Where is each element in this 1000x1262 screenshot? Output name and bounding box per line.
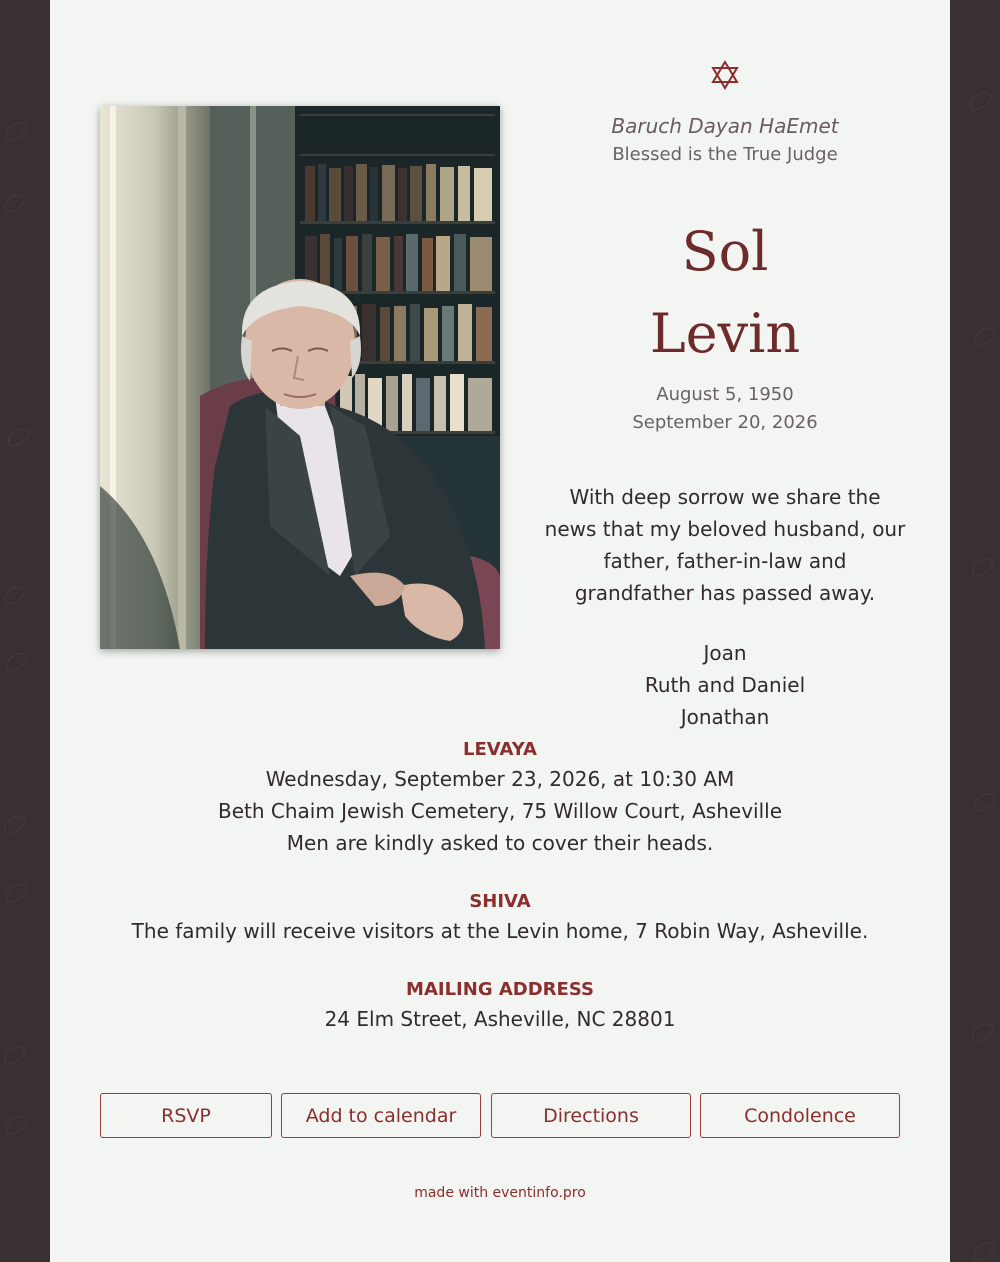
leaf-icon <box>968 554 996 579</box>
levaya-line: Beth Chaim Jewish Cemetery, 75 Willow Court, Asheville <box>217 799 783 823</box>
leaf-icon <box>0 1042 28 1067</box>
leaf-icon <box>2 880 30 905</box>
mailing-title: MAILING ADDRESS <box>406 979 594 1000</box>
leaf-icon <box>970 789 998 814</box>
levaya-title: LEVAYA <box>463 739 537 760</box>
shiva-title: SHIVA <box>469 891 531 912</box>
leaf-icon <box>2 649 30 674</box>
family-names <box>540 637 910 733</box>
leaf-icon <box>0 582 28 607</box>
leaf-icon <box>968 1019 996 1044</box>
leaf-icon <box>4 424 32 449</box>
leaf-icon <box>2 118 30 143</box>
add-to-calendar-button[interactable]: Add to calendar <box>281 1093 481 1138</box>
blessing-hebrew: Baruch Dayan HaEmet <box>611 114 839 138</box>
life-dates <box>540 381 910 437</box>
family-member: Ruth and Daniel <box>644 673 806 697</box>
last-name: Levin <box>649 302 801 365</box>
leaf-icon <box>970 1238 998 1262</box>
leaf-icon <box>966 88 994 113</box>
shiva-section <box>50 889 950 947</box>
levaya-line: Men are kindly asked to cover their heads. <box>286 831 714 855</box>
family-member: Jonathan <box>680 705 770 729</box>
leaf-icon <box>0 190 28 215</box>
obituary-card <box>50 0 950 1262</box>
leaf-icon <box>970 324 998 349</box>
message-line: grandfather has passed away. <box>574 581 876 605</box>
birth-date: August 5, 1950 <box>656 384 794 405</box>
mailing-text: 24 Elm Street, Asheville, NC 28801 <box>324 1007 676 1031</box>
mailing-section <box>50 977 950 1035</box>
announcement-message <box>540 481 910 609</box>
deceased-name <box>540 211 910 375</box>
message-line: father, father-in-law and <box>603 549 847 573</box>
rsvp-button[interactable]: RSVP <box>100 1093 272 1138</box>
levaya-section <box>50 737 950 859</box>
footer-credit[interactable]: made with eventinfo.pro <box>414 1185 586 1201</box>
death-date: September 20, 2026 <box>632 412 818 433</box>
details-column <box>540 60 910 733</box>
message-line: news that my beloved husband, our <box>544 517 906 541</box>
levaya-line: Wednesday, September 23, 2026, at 10:30 AM <box>265 767 735 791</box>
leaf-icon <box>2 1112 30 1137</box>
leaf-icon <box>0 812 28 837</box>
family-member: Joan <box>703 641 747 665</box>
first-name: Sol <box>681 220 769 283</box>
condolence-button[interactable]: Condolence <box>700 1093 900 1138</box>
directions-button[interactable]: Directions <box>491 1093 691 1138</box>
message-line: With deep sorrow we share the <box>569 485 881 509</box>
blessing-english: Blessed is the True Judge <box>612 144 838 165</box>
portrait-illustration <box>100 106 500 649</box>
star-of-david-icon <box>540 60 910 100</box>
portrait-photo <box>100 106 500 649</box>
shiva-text: The family will receive visitors at the Levin home, 7 Robin Way, Asheville. <box>131 919 869 943</box>
action-buttons <box>100 1093 900 1140</box>
